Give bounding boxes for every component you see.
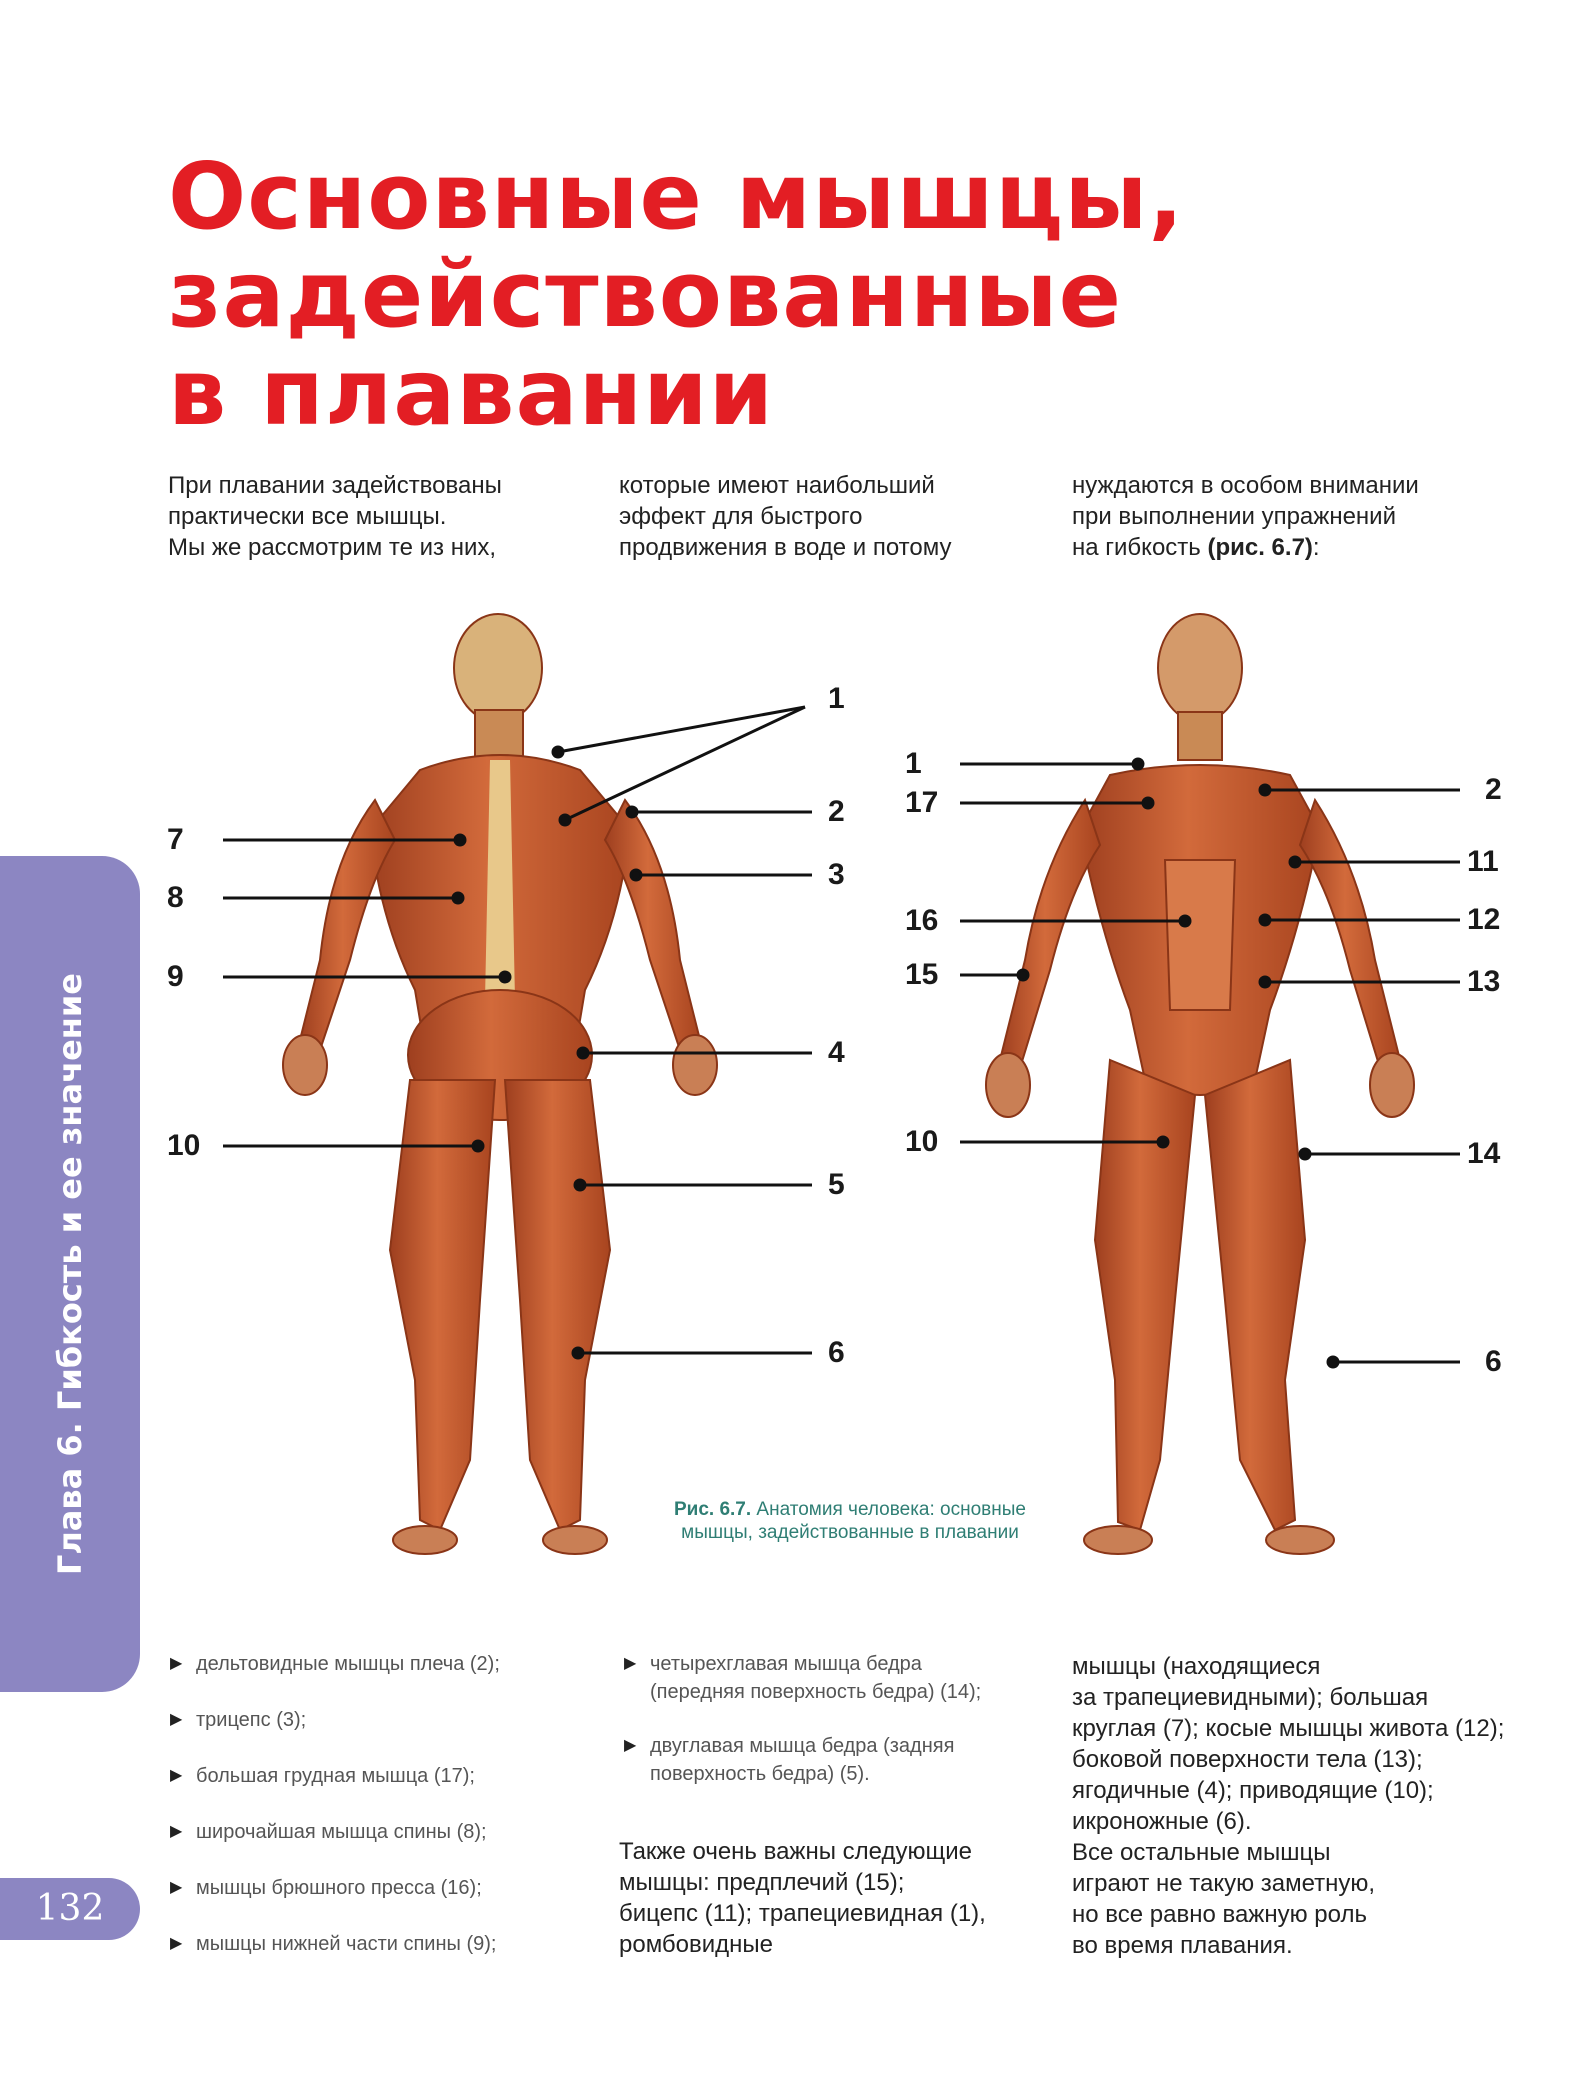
chapter-label: Глава 6. Гибкость и ее значение — [51, 972, 89, 1576]
back-right-foot — [543, 1526, 607, 1554]
para-line: во время плавания. — [1072, 1932, 1293, 1959]
para-line: ромбовидные — [619, 1931, 774, 1958]
bullet-arrow-icon: ▶ — [170, 1879, 183, 1896]
para-line: круглая (7); косые мышцы живота (12); — [1072, 1715, 1505, 1742]
caption-ref: Рис. 6.7. — [673, 1499, 752, 1520]
para-line: за трапециевидными); большая — [1072, 1684, 1429, 1711]
back-label: 7 — [167, 823, 184, 856]
para-line: икроножные (6). — [1072, 1808, 1252, 1835]
list-item: ▶ трицепс (3); — [170, 1709, 307, 1731]
back-neck — [475, 710, 523, 760]
list-item: ▶ четырехглавая мышца бедра (передняя поверхность бедра) (14); — [622, 1650, 1062, 1706]
leader-dot — [455, 835, 465, 845]
title-line-2: задействованные — [168, 241, 1123, 348]
para-line: ягодичные (4); приводящие (10); — [1072, 1777, 1434, 1804]
muscle-list-2 — [622, 1650, 1062, 1814]
leader-dot — [1300, 1149, 1310, 1159]
intro-line: при выполнении упражнений — [1072, 503, 1396, 530]
continuation-paragraph — [1072, 1651, 1504, 1961]
leader-dot — [1158, 1137, 1168, 1147]
front-right-foot — [1266, 1526, 1334, 1554]
back-spine — [485, 760, 515, 1000]
leader-dot — [1260, 915, 1270, 925]
front-body — [986, 614, 1414, 1554]
leader-dot — [560, 815, 570, 825]
leader-dot — [453, 893, 463, 903]
front-label: 6 — [1485, 1345, 1502, 1378]
para-line: но все равно важную роль — [1072, 1901, 1367, 1928]
leader-dot — [473, 1141, 483, 1151]
back-glutes — [408, 990, 592, 1120]
leader-dot — [1290, 857, 1300, 867]
back-label: 5 — [828, 1168, 845, 1201]
front-label: 2 — [1485, 773, 1502, 806]
intro-column-1 — [168, 470, 502, 563]
leader-dot — [500, 972, 510, 982]
back-label: 6 — [828, 1336, 845, 1369]
front-right-leg — [1205, 1060, 1305, 1530]
bullet-arrow-icon: ▶ — [170, 1823, 183, 1840]
front-left-arm — [1000, 800, 1100, 1068]
back-left-hand — [283, 1035, 327, 1095]
caption-line-1 — [600, 1498, 1100, 1521]
caption-text: Анатомия человека: основные — [751, 1499, 1026, 1520]
front-label: 12 — [1467, 903, 1501, 936]
front-left-hand — [986, 1053, 1030, 1117]
back-right-hand — [673, 1035, 717, 1095]
leader-dot — [578, 1048, 588, 1058]
leader-dot — [1143, 798, 1153, 808]
bullet-arrow-icon: ▶ — [624, 1737, 637, 1754]
title-line-3: в плавании — [168, 339, 775, 446]
front-label: 16 — [905, 904, 939, 937]
para-line: мышцы (находящиеся — [1072, 1653, 1321, 1680]
list-item: ▶ широчайшая мышца спины (8); — [170, 1821, 487, 1843]
leader-dot — [553, 747, 563, 757]
back-label: 10 — [167, 1129, 201, 1162]
intro-column-2 — [619, 470, 952, 563]
intro-line: Мы же рассмотрим те из них, — [168, 534, 497, 561]
para-line: боковой поверхности тела (13); — [1072, 1746, 1423, 1773]
bullet-arrow-icon: ▶ — [170, 1655, 183, 1672]
front-leader-lines — [960, 759, 1460, 1367]
leader-dot — [631, 870, 641, 880]
also-important-paragraph — [619, 1836, 986, 1960]
leader-dot — [575, 1180, 585, 1190]
front-head — [1158, 614, 1242, 722]
page-title — [168, 143, 1468, 446]
back-label: 2 — [828, 795, 845, 828]
back-label: 8 — [167, 881, 184, 914]
back-body — [283, 614, 717, 1554]
list-item: ▶ дельтовидные мышцы плеча (2); — [170, 1653, 500, 1675]
caption-line-2: мышцы, задействованные в плавании — [681, 1522, 1019, 1543]
intro-column-3 — [1072, 470, 1419, 563]
back-torso — [370, 755, 630, 1065]
leader-dot — [1260, 977, 1270, 987]
para-line: бицепс (11); трапециевидная (1), — [619, 1900, 986, 1927]
intro-line: продвижения в воде и потому — [619, 534, 952, 561]
list-item: ▶ большая грудная мышца (17); — [170, 1765, 475, 1787]
front-label: 13 — [1467, 965, 1501, 998]
intro-line: нуждаются в особом внимании — [1072, 472, 1419, 499]
back-label: 4 — [828, 1036, 845, 1069]
leader-dot — [1018, 970, 1028, 980]
bullet-arrow-icon: ▶ — [170, 1711, 183, 1728]
intro-line: практически все мышцы. — [168, 503, 447, 530]
back-head — [454, 614, 542, 722]
front-label: 1 — [905, 747, 922, 780]
front-right-hand — [1370, 1053, 1414, 1117]
front-neck — [1178, 712, 1222, 760]
title-line-1: Основные мышцы, — [168, 143, 1185, 250]
figure-reference: (рис. 6.7) — [1207, 534, 1313, 561]
leader-dot — [573, 1348, 583, 1358]
list-item: ▶ двуглавая мышца бедра (задняя поверхность бедра) (5). — [622, 1732, 1062, 1788]
front-label: 17 — [905, 786, 939, 819]
intro-line — [1072, 532, 1419, 563]
front-label: 10 — [905, 1125, 939, 1158]
leader-dot — [1260, 785, 1270, 795]
leader-dot — [1133, 759, 1143, 769]
bullet-arrow-icon: ▶ — [170, 1935, 183, 1952]
front-label: 14 — [1467, 1137, 1501, 1170]
muscle-list-1 — [168, 1652, 588, 1988]
intro-line: эффект для быстрого — [619, 503, 863, 530]
back-label: 1 — [828, 682, 845, 715]
front-abs — [1165, 860, 1235, 1010]
leader-line — [565, 707, 805, 820]
front-label: 15 — [905, 958, 939, 991]
list-item: ▶ мышцы брюшного пресса (16); — [170, 1877, 482, 1899]
intro-line: которые имеют наибольший — [619, 472, 935, 499]
para-line: играют не такую заметную, — [1072, 1870, 1376, 1897]
back-left-arm — [300, 800, 395, 1050]
back-left-foot — [393, 1526, 457, 1554]
para-line: Все остальные мышцы — [1072, 1839, 1331, 1866]
leader-dot — [1180, 916, 1190, 926]
intro-line: При плавании задействованы — [168, 472, 502, 499]
back-label: 9 — [167, 960, 184, 993]
bullet-arrow-icon: ▶ — [624, 1655, 637, 1672]
leader-dot — [1328, 1357, 1338, 1367]
front-torso — [1080, 765, 1320, 1095]
para-line: Также очень важны следующие — [619, 1838, 972, 1865]
intro-punct: : — [1312, 534, 1320, 561]
para-line: мышцы: предплечий (15); — [619, 1869, 905, 1896]
list-item: ▶ мышцы нижней части спины (9); — [170, 1933, 497, 1955]
front-label: 11 — [1467, 845, 1499, 878]
leader-line — [558, 707, 805, 752]
back-left-leg — [390, 1080, 495, 1530]
page-number: 132 — [0, 1878, 140, 1940]
front-left-leg — [1095, 1060, 1195, 1530]
intro-text: на гибкость — [1072, 534, 1208, 561]
back-right-arm — [605, 800, 700, 1050]
front-right-arm — [1300, 800, 1400, 1068]
figure-caption — [600, 1498, 1100, 1544]
back-label: 3 — [828, 858, 845, 891]
leader-dot — [627, 807, 637, 817]
back-right-leg — [505, 1080, 610, 1530]
back-leader-lines — [223, 707, 812, 1358]
bullet-arrow-icon: ▶ — [170, 1767, 183, 1784]
